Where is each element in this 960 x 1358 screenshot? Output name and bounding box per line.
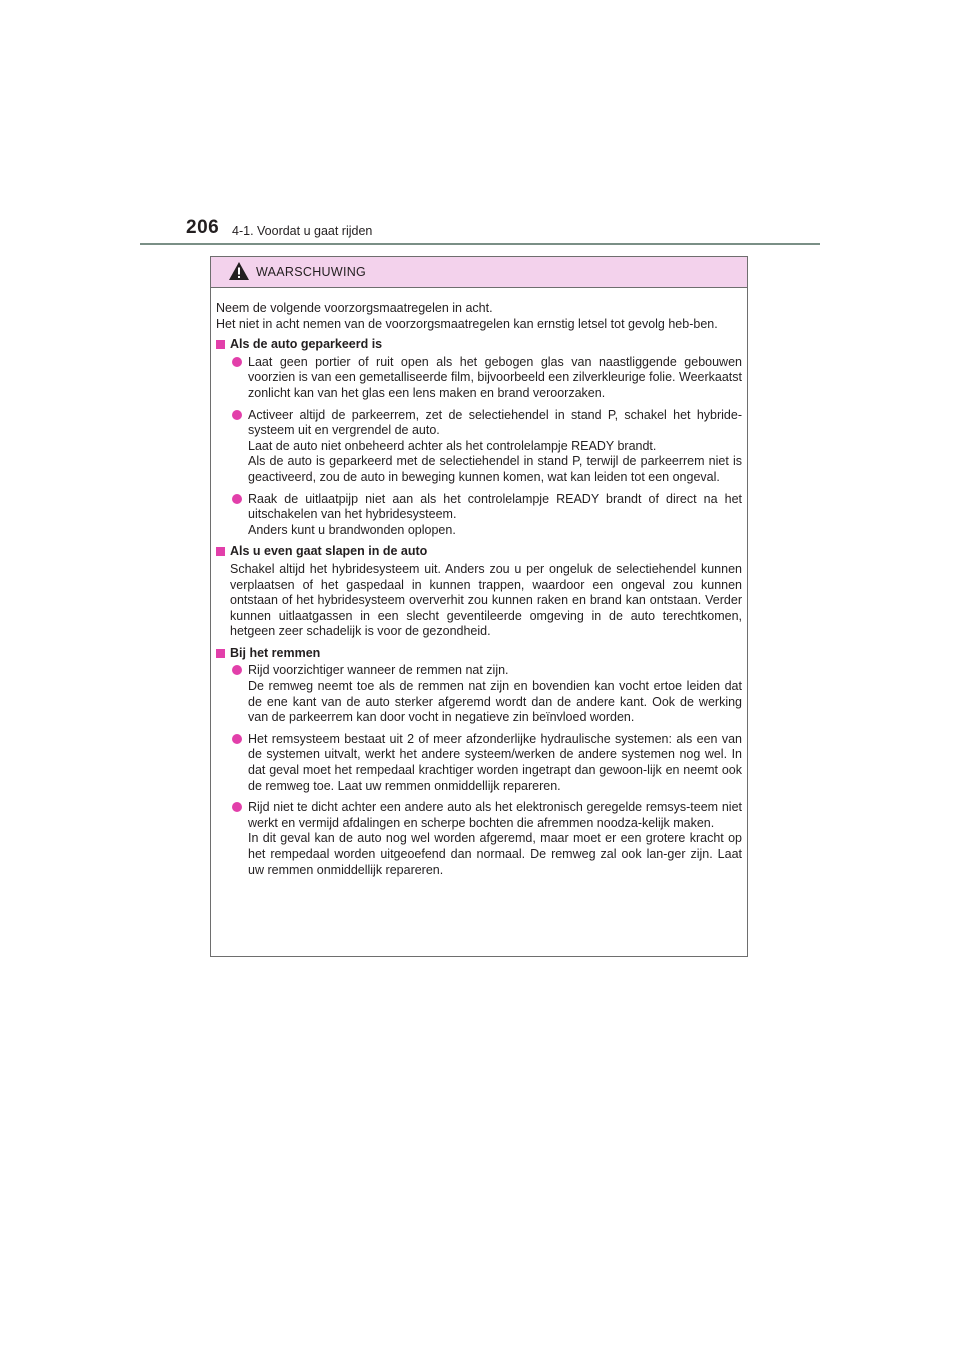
section-braking — [216, 646, 742, 878]
item-text: Het remsysteem bestaat uit 2 of meer afzonderlijke hydraulische systemen: als een van de systemen uitvalt, werkt het andere systeem/werken de andere systemen nog wel. In dat geval moet het rempedaal krachtiger worden ingetrapt dan gewoon-lijk en neemt ook de remweg toe. Laat uw remmen onmiddellijk repareren. — [248, 731, 742, 793]
section-parked — [216, 337, 742, 538]
round-bullet-icon — [232, 802, 242, 812]
header-divider — [140, 243, 820, 245]
section-title: 4-1. Voordat u gaat rijden — [232, 224, 373, 238]
section-heading — [216, 544, 742, 560]
item-text: Rijd niet te dicht achter een andere auto als het elektronisch geregelde remsys-teem niet werkt en vermijd afdalingen en scherpe bochten die afremmen noodza-kelijk maken. — [248, 800, 742, 830]
item-text: Laat geen portier of ruit open als het gebogen glas van naastliggende gebouwen voorzien is van een gemetalliseerde film, bijvoorbeeld een zilverkleurige folie. Weerkaatst zonlicht kan van het glas een lens maken en brand veroorzaken. — [248, 354, 742, 400]
item-text: Schakel altijd het hybridesysteem uit. Anders zou u per ongeluk de selectiehendel kunnen verplaatsen of het gaspedaal in kunnen trappen, waardoor een ongeval zou kunnen ontstaan of het hybridesysteem oververhit zou kunnen raken en brand kan ontstaan. Verder kunnen uitlaatgassen in een slecht geventileerde omgeving in de auto terechtkomen, hetgeen zeer schadelijk is voor de gezondheid. — [230, 561, 742, 639]
page-number: 206 — [186, 217, 220, 238]
section-text — [216, 562, 742, 640]
warning-title: WAARSCHUWING — [256, 265, 367, 279]
square-bullet-icon — [216, 340, 225, 349]
list-item — [216, 663, 742, 725]
round-bullet-icon — [232, 410, 242, 420]
section-heading — [216, 646, 742, 662]
warning-body — [211, 288, 747, 878]
section-heading-text: Als u even gaat slapen in de auto — [230, 544, 428, 559]
list-item — [216, 732, 742, 794]
list-item — [216, 492, 742, 539]
warning-header — [211, 257, 747, 288]
item-text: Raak de uitlaatpijp niet aan als het controlelampje READY brandt of direct na het uitschakelen van het hybridesysteem. — [248, 491, 742, 522]
round-bullet-icon — [232, 494, 242, 504]
section-heading-text: Als de auto geparkeerd is — [230, 337, 383, 352]
item-text: De remweg neemt toe als de remmen nat zijn en bovendien kan vocht ertoe leiden dat de ene kant van de auto sterker afgeremd wordt dan de andere kant. Ook de werking van de parkeerrem kan door vocht in negatieve zin beïnvloed worden. — [248, 679, 742, 725]
round-bullet-icon — [232, 357, 242, 367]
round-bullet-icon — [232, 734, 242, 744]
item-text: Als de auto is geparkeerd met de selectiehendel in stand P, terwijl de parkeerrem niet is geactiveerd, zou de auto in beweging kunnen komen, wat kan leiden tot een ongeval. — [248, 454, 742, 484]
warning-triangle-icon — [228, 261, 250, 281]
section-heading — [216, 337, 742, 353]
section-sleeping — [216, 544, 742, 640]
square-bullet-icon — [216, 649, 225, 658]
item-text: Rijd voorzichtiger wanneer de remmen nat zijn. — [248, 663, 509, 678]
warning-box — [210, 256, 748, 957]
list-item — [216, 800, 742, 878]
list-item — [216, 408, 742, 486]
item-text: Activeer altijd de parkeerrem, zet de selectiehendel in stand P, schakel het hybride-systeem uit en vergrendel de auto. — [248, 407, 742, 438]
item-text: Anders kunt u brandwonden oplopen. — [248, 522, 456, 537]
item-text: In dit geval kan de auto nog wel worden afgeremd, maar moet er een grotere kracht op het rempedaal worden uitgeoefend dan normaal. De remweg zal ook lan-ger zijn. Laat uw remmen onmiddellijk repareren. — [248, 831, 742, 877]
square-bullet-icon — [216, 547, 225, 556]
intro-line: Het niet in acht nemen van de voorzorgsmaatregelen kan ernstig letsel tot gevolg heb-ben. — [216, 316, 718, 331]
round-bullet-icon — [232, 665, 242, 675]
intro-line: Neem de volgende voorzorgsmaatregelen in acht. — [216, 301, 493, 315]
section-heading-text: Bij het remmen — [230, 645, 321, 660]
list-item — [216, 355, 742, 402]
warning-intro — [216, 301, 742, 332]
item-text: Laat de auto niet onbeheerd achter als het controlelampje READY brandt. — [248, 438, 657, 453]
